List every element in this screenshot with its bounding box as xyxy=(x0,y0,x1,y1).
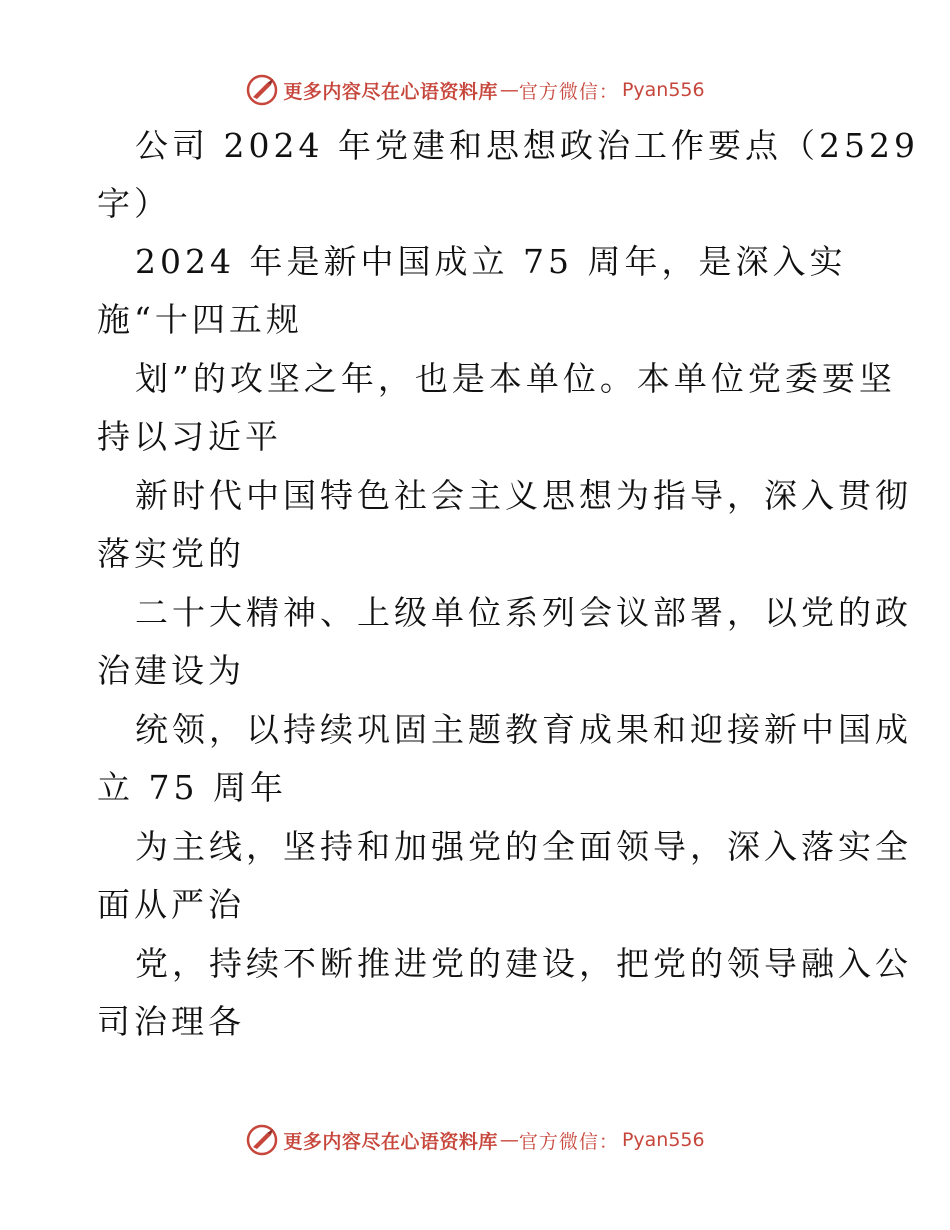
text-line: 施“十四五规 xyxy=(97,300,303,339)
text-line: 面从严治 xyxy=(97,885,245,924)
text-line: 统领，以持续巩固主题教育成果和迎接新中国成 xyxy=(135,710,912,749)
quill-logo-icon xyxy=(245,1123,279,1157)
header-watermark xyxy=(0,70,950,110)
text-line: 新时代中国特色社会主义思想为指导，深入贯彻 xyxy=(135,476,912,515)
text-line: 公司 2024 年党建和思想政治工作要点（2529 xyxy=(135,126,919,165)
text-line: 划”的攻坚之年，也是本单位。本单位党委要坚 xyxy=(135,359,896,398)
watermark-main-text: 更多内容尽在心语资料库 xyxy=(283,80,498,103)
text-line: 字） xyxy=(97,184,171,223)
quill-logo-icon xyxy=(245,73,279,107)
watermark-dash: — xyxy=(499,79,517,101)
text-line: 立 75 周年 xyxy=(97,768,287,807)
watermark-official-label: 官方微信 xyxy=(518,80,599,103)
text-line: 党，持续不断推进党的建设，把党的领导融入公 xyxy=(135,944,912,983)
text-line: 二十大精神、上级单位系列会议部署，以党的政 xyxy=(135,593,912,632)
text-line: 为主线，坚持和加强党的全面领导，深入落实全 xyxy=(135,827,912,866)
footer-watermark xyxy=(0,1120,950,1160)
watermark-handle: Pyan556 xyxy=(621,79,705,101)
text-line: 持以习近平 xyxy=(97,417,282,456)
text-line: 2024 年是新中国成立 75 周年，是深入实 xyxy=(135,242,847,281)
text-line: 治建设为 xyxy=(97,651,245,690)
watermark-dash: — xyxy=(499,1129,517,1151)
watermark-official-label: 官方微信 xyxy=(518,1130,599,1153)
watermark-main-text: 更多内容尽在心语资料库 xyxy=(283,1130,498,1153)
watermark-handle: Pyan556 xyxy=(621,1129,705,1151)
watermark-colon: ： xyxy=(598,80,618,103)
text-line: 司治理各 xyxy=(97,1002,245,1041)
watermark-colon: ： xyxy=(598,1130,618,1153)
text-line: 落实党的 xyxy=(97,534,245,573)
